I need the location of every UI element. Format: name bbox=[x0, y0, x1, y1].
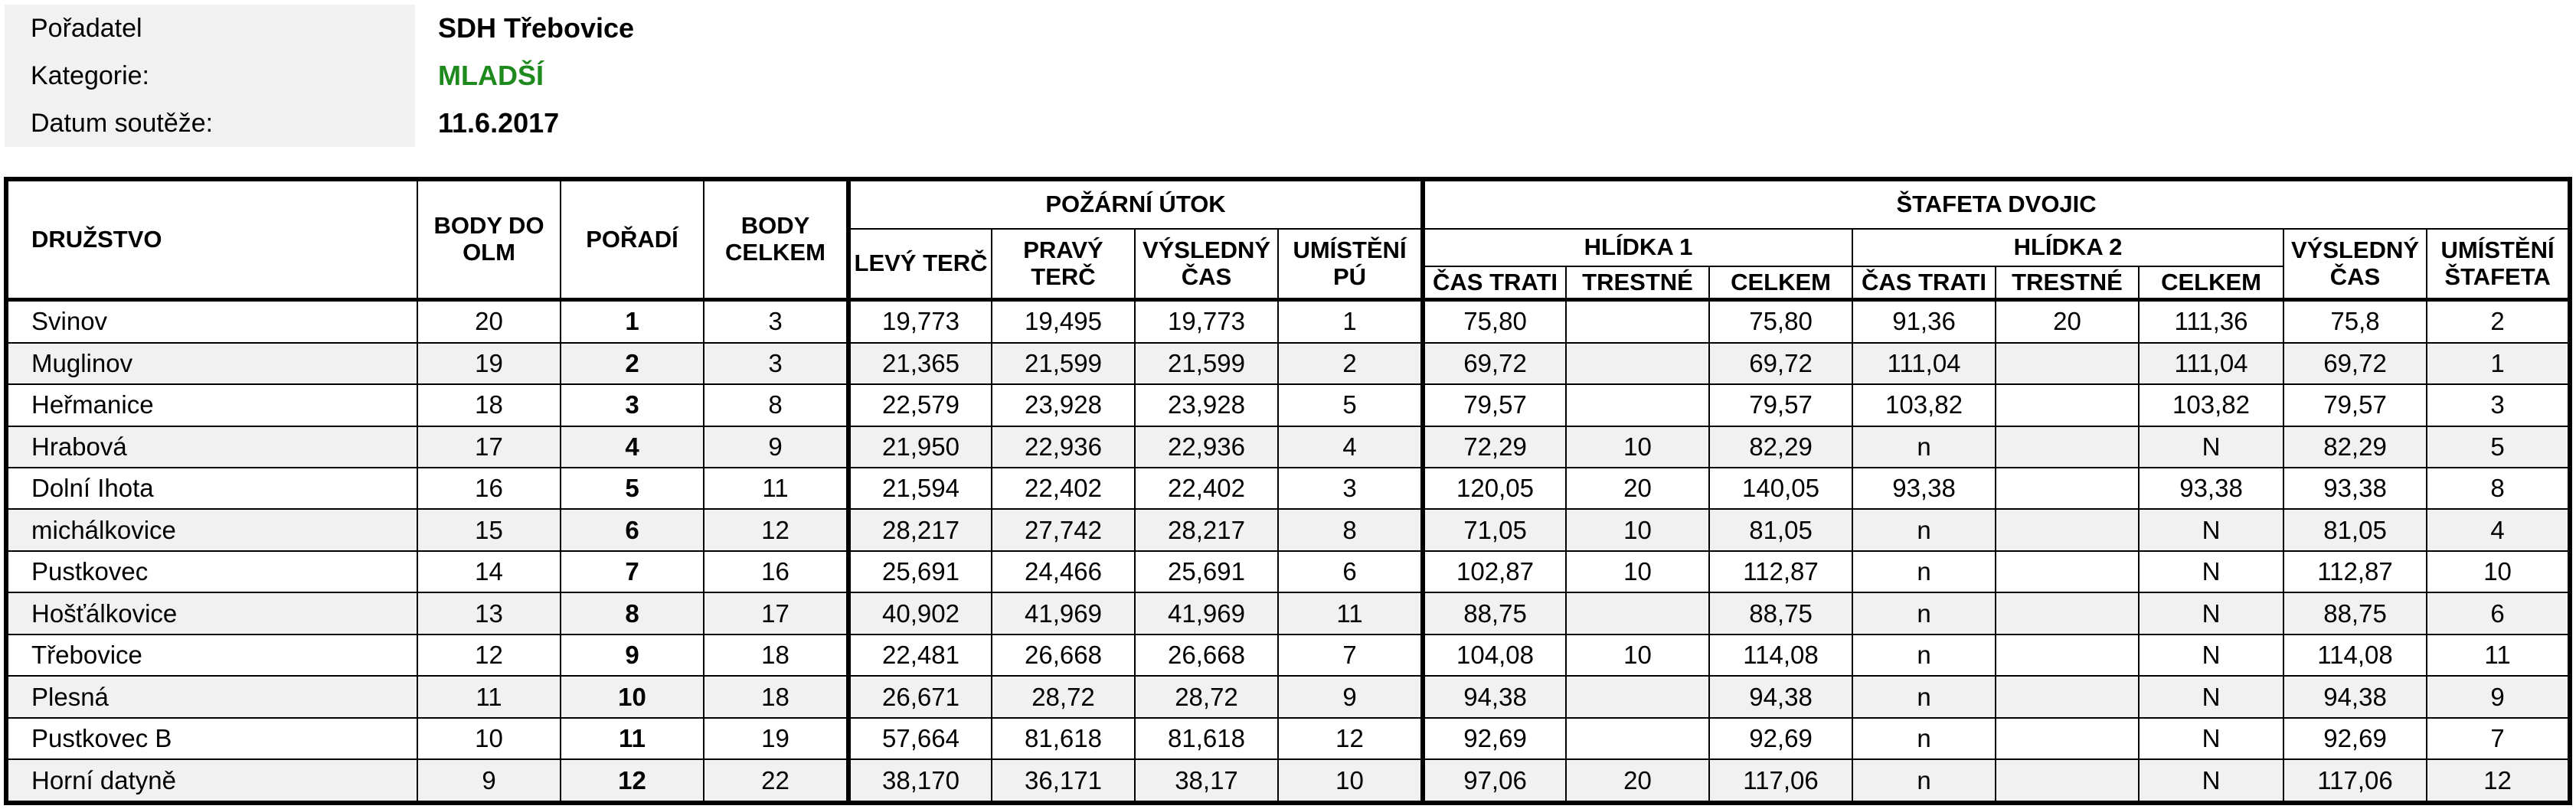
cell-p1-penalty: 10 bbox=[1566, 634, 1709, 676]
cell-points-total: 8 bbox=[704, 384, 848, 426]
table-row bbox=[6, 676, 2570, 717]
cell-p1-penalty bbox=[1566, 300, 1709, 343]
cell-rank: 5 bbox=[561, 468, 704, 509]
cell-points-olm: 16 bbox=[417, 468, 561, 509]
cell-final-time: 22,936 bbox=[1135, 426, 1278, 468]
cell-points-olm: 14 bbox=[417, 551, 561, 592]
cell-p2-penalty bbox=[1996, 718, 2139, 759]
cell-relay-final-time: 92,69 bbox=[2283, 718, 2427, 759]
cell-p1-penalty: 20 bbox=[1566, 468, 1709, 509]
cell-p1-total: 117,06 bbox=[1709, 759, 1852, 803]
category-value: MLADŠÍ bbox=[438, 60, 544, 91]
cell-p2-penalty bbox=[1996, 426, 2139, 468]
cell-p2-track-time: n bbox=[1852, 592, 1996, 634]
cell-p1-total: 69,72 bbox=[1709, 343, 1852, 384]
header-right-target: PRAVÝ TERČ bbox=[992, 229, 1135, 300]
cell-p1-total: 112,87 bbox=[1709, 551, 1852, 592]
cell-rank: 9 bbox=[561, 634, 704, 676]
cell-p2-track-time: 103,82 bbox=[1852, 384, 1996, 426]
header-points-total: BODY CELKEM bbox=[704, 179, 848, 300]
cell-left-target: 38,170 bbox=[848, 759, 992, 803]
cell-right-target: 28,72 bbox=[992, 676, 1135, 717]
cell-p2-penalty bbox=[1996, 384, 2139, 426]
cell-p2-total: N bbox=[2139, 676, 2283, 717]
cell-team-name: Hošťálkovice bbox=[6, 592, 417, 634]
cell-p1-penalty: 10 bbox=[1566, 426, 1709, 468]
cell-left-target: 57,664 bbox=[848, 718, 992, 759]
cell-team-name: Horní datyně bbox=[6, 759, 417, 803]
table-header bbox=[6, 179, 2570, 300]
cell-p1-penalty bbox=[1566, 343, 1709, 384]
cell-p2-total: N bbox=[2139, 551, 2283, 592]
cell-p2-track-time: 111,04 bbox=[1852, 343, 1996, 384]
cell-place-relay: 7 bbox=[2427, 718, 2570, 759]
cell-rank: 12 bbox=[561, 759, 704, 803]
header-rank: POŘADÍ bbox=[561, 179, 704, 300]
header-points-olm: BODY DO OLM bbox=[417, 179, 561, 300]
cell-p2-track-time: n bbox=[1852, 426, 1996, 468]
cell-left-target: 21,594 bbox=[848, 468, 992, 509]
cell-place-pu: 1 bbox=[1278, 300, 1423, 343]
cell-p2-track-time: n bbox=[1852, 509, 1996, 550]
cell-final-time: 38,17 bbox=[1135, 759, 1278, 803]
cell-p2-total: 103,82 bbox=[2139, 384, 2283, 426]
cell-place-pu: 2 bbox=[1278, 343, 1423, 384]
cell-place-pu: 6 bbox=[1278, 551, 1423, 592]
cell-p2-track-time: 93,38 bbox=[1852, 468, 1996, 509]
cell-p1-total: 81,05 bbox=[1709, 509, 1852, 550]
cell-p2-penalty bbox=[1996, 592, 2139, 634]
table-row bbox=[6, 759, 2570, 803]
table-row bbox=[6, 551, 2570, 592]
cell-points-olm: 11 bbox=[417, 676, 561, 717]
cell-final-time: 21,599 bbox=[1135, 343, 1278, 384]
cell-relay-final-time: 114,08 bbox=[2283, 634, 2427, 676]
cell-final-time: 81,618 bbox=[1135, 718, 1278, 759]
cell-p1-total: 92,69 bbox=[1709, 718, 1852, 759]
cell-place-relay: 12 bbox=[2427, 759, 2570, 803]
cell-rank: 4 bbox=[561, 426, 704, 468]
cell-relay-final-time: 81,05 bbox=[2283, 509, 2427, 550]
cell-p2-total: N bbox=[2139, 718, 2283, 759]
date-value: 11.6.2017 bbox=[438, 107, 560, 139]
cell-points-total: 12 bbox=[704, 509, 848, 550]
cell-points-total: 11 bbox=[704, 468, 848, 509]
cell-p1-total: 140,05 bbox=[1709, 468, 1852, 509]
cell-points-total: 22 bbox=[704, 759, 848, 803]
table-row bbox=[6, 718, 2570, 759]
header-p2-total: CELKEM bbox=[2139, 266, 2283, 300]
header-p1-track-time: ČAS TRATI bbox=[1423, 266, 1566, 300]
cell-rank: 11 bbox=[561, 718, 704, 759]
cell-p1-total: 79,57 bbox=[1709, 384, 1852, 426]
cell-place-pu: 9 bbox=[1278, 676, 1423, 717]
cell-place-pu: 5 bbox=[1278, 384, 1423, 426]
cell-place-relay: 5 bbox=[2427, 426, 2570, 468]
cell-p2-track-time: n bbox=[1852, 676, 1996, 717]
cell-p1-penalty bbox=[1566, 676, 1709, 717]
cell-points-total: 9 bbox=[704, 426, 848, 468]
cell-right-target: 19,495 bbox=[992, 300, 1135, 343]
cell-points-olm: 13 bbox=[417, 592, 561, 634]
header-relay: ŠTAFETA DVOJIC bbox=[1423, 179, 2570, 229]
cell-p2-track-time: 91,36 bbox=[1852, 300, 1996, 343]
cell-p1-track-time: 104,08 bbox=[1423, 634, 1566, 676]
cell-place-pu: 11 bbox=[1278, 592, 1423, 634]
competition-info bbox=[5, 5, 634, 147]
cell-p1-track-time: 102,87 bbox=[1423, 551, 1566, 592]
cell-p1-track-time: 120,05 bbox=[1423, 468, 1566, 509]
cell-team-name: michálkovice bbox=[6, 509, 417, 550]
cell-p1-total: 94,38 bbox=[1709, 676, 1852, 717]
cell-final-time: 41,969 bbox=[1135, 592, 1278, 634]
date-row bbox=[5, 99, 634, 147]
cell-p2-track-time: n bbox=[1852, 759, 1996, 803]
header-final-time: VÝSLEDNÝ ČAS bbox=[1135, 229, 1278, 300]
cell-points-olm: 20 bbox=[417, 300, 561, 343]
table-row bbox=[6, 426, 2570, 468]
cell-rank: 10 bbox=[561, 676, 704, 717]
cell-p2-total: N bbox=[2139, 426, 2283, 468]
cell-p1-track-time: 72,29 bbox=[1423, 426, 1566, 468]
cell-final-time: 22,402 bbox=[1135, 468, 1278, 509]
cell-p1-penalty bbox=[1566, 592, 1709, 634]
cell-final-time: 28,217 bbox=[1135, 509, 1278, 550]
cell-p1-track-time: 69,72 bbox=[1423, 343, 1566, 384]
header-team: DRUŽSTVO bbox=[6, 179, 417, 300]
cell-p2-penalty bbox=[1996, 468, 2139, 509]
cell-rank: 6 bbox=[561, 509, 704, 550]
cell-points-total: 3 bbox=[704, 343, 848, 384]
cell-rank: 7 bbox=[561, 551, 704, 592]
cell-p2-penalty bbox=[1996, 634, 2139, 676]
header-left-target: LEVÝ TERČ bbox=[848, 229, 992, 300]
header-patrol-1: HLÍDKA 1 bbox=[1423, 229, 1852, 266]
organizer-label: Pořadatel bbox=[5, 5, 415, 52]
cell-p1-penalty: 20 bbox=[1566, 759, 1709, 803]
cell-relay-final-time: 88,75 bbox=[2283, 592, 2427, 634]
cell-place-pu: 4 bbox=[1278, 426, 1423, 468]
cell-points-total: 18 bbox=[704, 676, 848, 717]
cell-place-relay: 6 bbox=[2427, 592, 2570, 634]
cell-p1-total: 88,75 bbox=[1709, 592, 1852, 634]
table-row bbox=[6, 300, 2570, 343]
cell-left-target: 22,579 bbox=[848, 384, 992, 426]
cell-right-target: 26,668 bbox=[992, 634, 1135, 676]
header-place-relay: UMÍSTĚNÍ ŠTAFETA bbox=[2427, 229, 2570, 300]
cell-right-target: 81,618 bbox=[992, 718, 1135, 759]
cell-place-relay: 8 bbox=[2427, 468, 2570, 509]
cell-rank: 1 bbox=[561, 300, 704, 343]
table-row bbox=[6, 468, 2570, 509]
cell-place-pu: 8 bbox=[1278, 509, 1423, 550]
cell-place-relay: 2 bbox=[2427, 300, 2570, 343]
cell-final-time: 19,773 bbox=[1135, 300, 1278, 343]
table-row bbox=[6, 384, 2570, 426]
cell-p1-track-time: 94,38 bbox=[1423, 676, 1566, 717]
cell-team-name: Plesná bbox=[6, 676, 417, 717]
cell-p2-penalty bbox=[1996, 509, 2139, 550]
cell-place-relay: 11 bbox=[2427, 634, 2570, 676]
cell-p1-penalty bbox=[1566, 718, 1709, 759]
cell-team-name: Heřmanice bbox=[6, 384, 417, 426]
cell-p2-penalty bbox=[1996, 759, 2139, 803]
cell-team-name: Pustkovec B bbox=[6, 718, 417, 759]
category-label: Kategorie: bbox=[5, 52, 415, 99]
cell-p2-penalty bbox=[1996, 343, 2139, 384]
results-table bbox=[4, 177, 2572, 805]
cell-points-olm: 12 bbox=[417, 634, 561, 676]
cell-right-target: 23,928 bbox=[992, 384, 1135, 426]
cell-p1-penalty bbox=[1566, 384, 1709, 426]
cell-right-target: 22,402 bbox=[992, 468, 1135, 509]
table-body bbox=[6, 300, 2570, 804]
header-p1-penalty: TRESTNÉ bbox=[1566, 266, 1709, 300]
cell-place-relay: 1 bbox=[2427, 343, 2570, 384]
cell-relay-final-time: 69,72 bbox=[2283, 343, 2427, 384]
cell-place-relay: 9 bbox=[2427, 676, 2570, 717]
cell-points-olm: 10 bbox=[417, 718, 561, 759]
cell-team-name: Muglinov bbox=[6, 343, 417, 384]
cell-relay-final-time: 94,38 bbox=[2283, 676, 2427, 717]
cell-p2-total: N bbox=[2139, 592, 2283, 634]
category-row bbox=[5, 52, 634, 99]
cell-p1-track-time: 79,57 bbox=[1423, 384, 1566, 426]
header-p2-track-time: ČAS TRATI bbox=[1852, 266, 1996, 300]
cell-p1-total: 75,80 bbox=[1709, 300, 1852, 343]
cell-relay-final-time: 112,87 bbox=[2283, 551, 2427, 592]
cell-points-olm: 9 bbox=[417, 759, 561, 803]
table-row bbox=[6, 509, 2570, 550]
header-place-pu: UMÍSTĚNÍ PÚ bbox=[1278, 229, 1423, 300]
cell-relay-final-time: 82,29 bbox=[2283, 426, 2427, 468]
cell-place-relay: 10 bbox=[2427, 551, 2570, 592]
cell-p2-total: 111,04 bbox=[2139, 343, 2283, 384]
cell-points-total: 17 bbox=[704, 592, 848, 634]
cell-place-pu: 12 bbox=[1278, 718, 1423, 759]
header-relay-final-time: VÝSLEDNÝ ČAS bbox=[2283, 229, 2427, 300]
cell-p2-total: 111,36 bbox=[2139, 300, 2283, 343]
cell-place-relay: 4 bbox=[2427, 509, 2570, 550]
cell-points-total: 16 bbox=[704, 551, 848, 592]
cell-p1-track-time: 92,69 bbox=[1423, 718, 1566, 759]
header-fire-attack: POŽÁRNÍ ÚTOK bbox=[848, 179, 1423, 229]
cell-left-target: 25,691 bbox=[848, 551, 992, 592]
cell-team-name: Třebovice bbox=[6, 634, 417, 676]
cell-place-pu: 10 bbox=[1278, 759, 1423, 803]
cell-p1-penalty: 10 bbox=[1566, 509, 1709, 550]
date-label: Datum soutěže: bbox=[5, 99, 415, 147]
cell-place-pu: 3 bbox=[1278, 468, 1423, 509]
cell-rank: 2 bbox=[561, 343, 704, 384]
cell-p2-penalty bbox=[1996, 551, 2139, 592]
organizer-value: SDH Třebovice bbox=[438, 12, 635, 44]
cell-left-target: 22,481 bbox=[848, 634, 992, 676]
cell-p2-total: 93,38 bbox=[2139, 468, 2283, 509]
cell-p2-track-time: n bbox=[1852, 718, 1996, 759]
cell-final-time: 28,72 bbox=[1135, 676, 1278, 717]
cell-p1-track-time: 88,75 bbox=[1423, 592, 1566, 634]
cell-left-target: 21,950 bbox=[848, 426, 992, 468]
cell-left-target: 19,773 bbox=[848, 300, 992, 343]
cell-place-relay: 3 bbox=[2427, 384, 2570, 426]
cell-right-target: 22,936 bbox=[992, 426, 1135, 468]
cell-p1-total: 82,29 bbox=[1709, 426, 1852, 468]
cell-points-total: 3 bbox=[704, 300, 848, 343]
cell-p2-penalty: 20 bbox=[1996, 300, 2139, 343]
cell-p1-track-time: 97,06 bbox=[1423, 759, 1566, 803]
table-row bbox=[6, 634, 2570, 676]
cell-relay-final-time: 93,38 bbox=[2283, 468, 2427, 509]
cell-points-total: 18 bbox=[704, 634, 848, 676]
cell-left-target: 21,365 bbox=[848, 343, 992, 384]
header-p1-total: CELKEM bbox=[1709, 266, 1852, 300]
cell-points-olm: 19 bbox=[417, 343, 561, 384]
cell-relay-final-time: 75,8 bbox=[2283, 300, 2427, 343]
cell-points-total: 19 bbox=[704, 718, 848, 759]
cell-relay-final-time: 79,57 bbox=[2283, 384, 2427, 426]
cell-points-olm: 15 bbox=[417, 509, 561, 550]
cell-p2-penalty bbox=[1996, 676, 2139, 717]
cell-p1-penalty: 10 bbox=[1566, 551, 1709, 592]
cell-p1-total: 114,08 bbox=[1709, 634, 1852, 676]
cell-team-name: Svinov bbox=[6, 300, 417, 343]
cell-final-time: 23,928 bbox=[1135, 384, 1278, 426]
cell-right-target: 24,466 bbox=[992, 551, 1135, 592]
table-row bbox=[6, 343, 2570, 384]
organizer-row bbox=[5, 5, 634, 52]
cell-right-target: 41,969 bbox=[992, 592, 1135, 634]
cell-relay-final-time: 117,06 bbox=[2283, 759, 2427, 803]
cell-points-olm: 17 bbox=[417, 426, 561, 468]
cell-points-olm: 18 bbox=[417, 384, 561, 426]
cell-right-target: 36,171 bbox=[992, 759, 1135, 803]
header-patrol-2: HLÍDKA 2 bbox=[1852, 229, 2283, 266]
cell-p2-total: N bbox=[2139, 634, 2283, 676]
cell-final-time: 25,691 bbox=[1135, 551, 1278, 592]
cell-p1-track-time: 71,05 bbox=[1423, 509, 1566, 550]
header-p2-penalty: TRESTNÉ bbox=[1996, 266, 2139, 300]
cell-rank: 3 bbox=[561, 384, 704, 426]
cell-right-target: 27,742 bbox=[992, 509, 1135, 550]
cell-place-pu: 7 bbox=[1278, 634, 1423, 676]
cell-team-name: Dolní Ihota bbox=[6, 468, 417, 509]
cell-p2-total: N bbox=[2139, 759, 2283, 803]
cell-p2-total: N bbox=[2139, 509, 2283, 550]
cell-team-name: Hrabová bbox=[6, 426, 417, 468]
cell-rank: 8 bbox=[561, 592, 704, 634]
cell-left-target: 40,902 bbox=[848, 592, 992, 634]
cell-final-time: 26,668 bbox=[1135, 634, 1278, 676]
cell-p2-track-time: n bbox=[1852, 551, 1996, 592]
table-row bbox=[6, 592, 2570, 634]
cell-team-name: Pustkovec bbox=[6, 551, 417, 592]
cell-p2-track-time: n bbox=[1852, 634, 1996, 676]
cell-right-target: 21,599 bbox=[992, 343, 1135, 384]
cell-p1-track-time: 75,80 bbox=[1423, 300, 1566, 343]
cell-left-target: 28,217 bbox=[848, 509, 992, 550]
cell-left-target: 26,671 bbox=[848, 676, 992, 717]
